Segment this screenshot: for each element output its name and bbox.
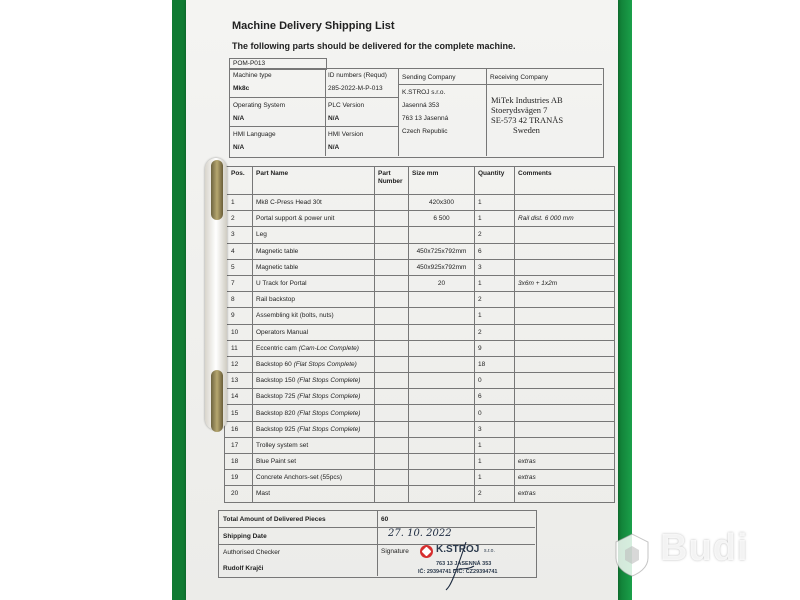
row-comment <box>515 308 615 324</box>
row-part-number <box>375 437 409 453</box>
doc-code: POM-P013 <box>233 60 266 67</box>
row-part-name-text: Rail backstop <box>256 296 296 304</box>
row-part-number <box>375 373 409 389</box>
total-label: Total Amount of Delivered Pieces <box>223 516 326 523</box>
row-part-name-text: Magnetic table <box>256 247 299 255</box>
row-quantity: 1 <box>475 308 515 324</box>
row-quantity: 1 <box>475 437 515 453</box>
row-pos: 2 <box>225 211 253 227</box>
row-part-name-text: Backstop 925 <box>256 425 298 433</box>
row-part-number <box>375 389 409 405</box>
receiving-company-label: Receiving Company <box>490 74 549 81</box>
hmi-language-value: N/A <box>233 144 245 151</box>
row-part-number <box>375 340 409 356</box>
row-pos: 7 <box>225 275 253 291</box>
table-row <box>225 470 615 486</box>
row-size <box>409 356 475 372</box>
row-quantity: 0 <box>475 405 515 421</box>
row-comment <box>515 373 615 389</box>
document-title: Machine Delivery Shipping List <box>232 20 395 32</box>
row-part-name-note: (Flat Stops Complete) <box>297 377 361 385</box>
table-row <box>225 405 615 421</box>
row-quantity: 3 <box>475 259 515 275</box>
binder-prong-bottom <box>211 370 223 432</box>
stamp-suffix: s.r.o. <box>484 548 495 554</box>
row-quantity: 1 <box>475 470 515 486</box>
row-pos: 13 <box>225 373 253 389</box>
sending-line: 763 13 Jasenná <box>402 115 449 122</box>
total-value: 60 <box>381 516 389 523</box>
table-row <box>225 437 615 453</box>
row-part-name <box>253 275 375 291</box>
row-size <box>409 324 475 340</box>
row-part-name <box>253 454 375 470</box>
header-part-number <box>375 167 409 195</box>
os-label: Operating System <box>233 102 286 109</box>
table-row <box>225 389 615 405</box>
receiving-line: Sweden <box>513 125 540 135</box>
row-pos: 14 <box>225 389 253 405</box>
row-part-name <box>253 373 375 389</box>
row-part-name <box>253 292 375 308</box>
table-row <box>225 211 615 227</box>
row-comment: extras <box>515 470 615 486</box>
row-comment: extras <box>515 454 615 470</box>
row-part-name-text: U Track for Portal <box>256 280 307 288</box>
plc-value: N/A <box>328 115 340 122</box>
sending-line: K.STROJ s.r.o. <box>402 89 446 96</box>
row-size: 20 <box>409 275 475 291</box>
row-part-name <box>253 470 375 486</box>
checker-name: Rudolf Krajči <box>223 565 264 572</box>
row-part-number <box>375 356 409 372</box>
row-part-name-text: Eccentric cam <box>256 344 299 352</box>
row-pos: 9 <box>225 308 253 324</box>
row-quantity: 2 <box>475 324 515 340</box>
row-part-name-text: Operators Manual <box>256 328 309 336</box>
row-quantity: 18 <box>475 356 515 372</box>
row-part-name <box>253 308 375 324</box>
shipping-date-label: Shipping Date <box>223 533 267 540</box>
kstroj-logo-icon <box>420 545 433 558</box>
table-row <box>225 486 615 502</box>
sending-company-label: Sending Company <box>402 74 456 81</box>
row-comment <box>515 195 615 211</box>
row-part-name-note: (Cam-Loc Complete) <box>298 344 359 352</box>
row-part-name-text: Leg <box>256 231 267 239</box>
row-part-name-text: Backstop 725 <box>256 393 298 401</box>
row-comment: extras <box>515 486 615 502</box>
row-part-number <box>375 454 409 470</box>
table-row <box>225 195 615 211</box>
row-size <box>409 227 475 243</box>
header-part-name: Part Name <box>253 167 375 195</box>
row-part-name <box>253 389 375 405</box>
row-pos: 8 <box>225 292 253 308</box>
row-pos: 4 <box>225 243 253 259</box>
row-part-number <box>375 243 409 259</box>
row-part-name <box>253 211 375 227</box>
row-size <box>409 454 475 470</box>
row-part-name <box>253 486 375 502</box>
stamp-brand: K.STROJ <box>436 544 480 555</box>
row-part-name-note: (Flat Stops Complete) <box>297 409 361 417</box>
table-row <box>225 227 615 243</box>
row-part-number <box>375 259 409 275</box>
row-quantity: 9 <box>475 340 515 356</box>
row-size <box>409 292 475 308</box>
row-part-number <box>375 324 409 340</box>
row-part-name-note: (Flat Stops Complete) <box>293 360 357 368</box>
row-quantity: 2 <box>475 227 515 243</box>
header-part-number-l1: Part <box>378 170 391 177</box>
row-size: 450x725x792mm <box>409 243 475 259</box>
table-row <box>225 324 615 340</box>
row-part-name-text: Magnetic table <box>256 263 299 271</box>
header-part-number-l2: Number <box>378 178 403 185</box>
header-comments: Comments <box>515 167 615 195</box>
row-part-name <box>253 340 375 356</box>
row-part-name-text: Portal support & power unit <box>256 215 335 223</box>
row-part-name-text: Concrete Anchors-set (55pcs) <box>256 474 342 482</box>
plc-label: PLC Version <box>328 102 365 109</box>
table-row <box>225 308 615 324</box>
row-part-name-note: (Flat Stops Complete) <box>297 393 361 401</box>
row-part-name-text: Mast <box>256 490 271 498</box>
row-part-name <box>253 324 375 340</box>
row-quantity: 3 <box>475 421 515 437</box>
hmi-language-label: HMI Language <box>233 131 276 138</box>
row-part-name-text: Trolley system set <box>256 441 309 449</box>
row-part-name-text: Backstop 60 <box>256 360 294 368</box>
row-size <box>409 486 475 502</box>
authorised-checker-label: Authorised Checker <box>223 549 281 556</box>
row-pos: 3 <box>225 227 253 243</box>
row-part-number <box>375 486 409 502</box>
header-pos: Pos. <box>225 167 253 195</box>
receiving-line: Stoerydsvägen 7 <box>491 105 548 115</box>
row-part-number <box>375 211 409 227</box>
row-pos: 16 <box>225 421 253 437</box>
machine-type-value: Mk8c <box>233 85 250 92</box>
hmi-version-label: HMI Version <box>328 131 364 138</box>
sending-line: Czech Republic <box>402 128 448 135</box>
signature-label: Signature <box>381 548 409 555</box>
header-quantity: Quantity <box>475 167 515 195</box>
row-part-name <box>253 227 375 243</box>
row-size: 450x925x792mm <box>409 259 475 275</box>
row-comment <box>515 437 615 453</box>
row-part-name <box>253 195 375 211</box>
row-part-number <box>375 470 409 486</box>
row-part-number <box>375 275 409 291</box>
row-part-name <box>253 437 375 453</box>
os-value: N/A <box>233 115 245 122</box>
row-pos: 18 <box>225 454 253 470</box>
row-comment <box>515 356 615 372</box>
row-comment <box>515 421 615 437</box>
table-row <box>225 259 615 275</box>
row-size <box>409 470 475 486</box>
table-row <box>225 421 615 437</box>
row-pos: 20 <box>225 486 253 502</box>
row-pos: 19 <box>225 470 253 486</box>
row-part-name-text: Assembling kit (bolts, nuts) <box>256 312 334 320</box>
row-comment <box>515 405 615 421</box>
row-part-number <box>375 308 409 324</box>
id-value: 285-2022-M-P-013 <box>328 85 383 92</box>
row-size <box>409 421 475 437</box>
document-subtitle: The following parts should be delivered for the complete machine. <box>232 41 516 51</box>
row-comment <box>515 259 615 275</box>
parts-table <box>224 166 615 503</box>
row-part-name-text: Backstop 820 <box>256 409 298 417</box>
row-size <box>409 389 475 405</box>
table-row <box>225 454 615 470</box>
parts-header-row <box>225 167 615 195</box>
row-part-number <box>375 405 409 421</box>
row-quantity: 1 <box>475 211 515 227</box>
row-size <box>409 373 475 389</box>
row-comment <box>515 292 615 308</box>
row-pos: 17 <box>225 437 253 453</box>
row-part-name <box>253 421 375 437</box>
binder-prong-top <box>211 160 223 220</box>
row-part-name <box>253 259 375 275</box>
receiving-line: SE-573 42 TRANÅS <box>491 115 564 125</box>
row-comment <box>515 340 615 356</box>
row-pos: 12 <box>225 356 253 372</box>
row-size <box>409 405 475 421</box>
row-part-name-text: Mk8 C-Press Head 30t <box>256 199 322 207</box>
row-size: 420x300 <box>409 195 475 211</box>
shipping-date-value: 27. 10. 2022 <box>388 528 452 539</box>
row-size: 6 500 <box>409 211 475 227</box>
table-row <box>225 340 615 356</box>
table-row <box>225 275 615 291</box>
row-part-name <box>253 405 375 421</box>
header-size: Size mm <box>409 167 475 195</box>
hmi-version-value: N/A <box>328 144 340 151</box>
row-part-number <box>375 292 409 308</box>
row-part-name-text: Blue Paint set <box>256 458 297 466</box>
row-part-number <box>375 195 409 211</box>
machine-type-label: Machine type <box>233 72 272 79</box>
row-part-name-text: Backstop 150 <box>256 377 298 385</box>
table-row <box>225 292 615 308</box>
row-pos: 1 <box>225 195 253 211</box>
row-quantity: 6 <box>475 243 515 259</box>
row-part-number <box>375 421 409 437</box>
row-quantity: 0 <box>475 373 515 389</box>
row-part-number <box>375 227 409 243</box>
stamp-line-1: 763 13 JASENNÁ 353 <box>436 561 492 567</box>
row-comment: Rail dist. 6 000 mm <box>515 211 615 227</box>
info-grid <box>229 68 604 158</box>
row-pos: 5 <box>225 259 253 275</box>
row-pos: 15 <box>225 405 253 421</box>
row-pos: 11 <box>225 340 253 356</box>
table-row <box>225 243 615 259</box>
row-comment <box>515 243 615 259</box>
stamp-line-2: IČ: 29394741 DIČ: CZ29394741 <box>418 569 498 575</box>
row-comment: 3x6m + 1x2m <box>515 275 615 291</box>
id-label: ID numbers (Requd) <box>328 72 387 79</box>
row-comment <box>515 227 615 243</box>
row-size <box>409 340 475 356</box>
row-part-name <box>253 243 375 259</box>
row-part-name-note: (Flat Stops Complete) <box>297 425 361 433</box>
row-comment <box>515 389 615 405</box>
receiving-line: MiTek Industries AB <box>491 95 563 105</box>
row-quantity: 6 <box>475 389 515 405</box>
row-quantity: 1 <box>475 195 515 211</box>
row-quantity: 1 <box>475 275 515 291</box>
row-pos: 10 <box>225 324 253 340</box>
table-row <box>225 373 615 389</box>
table-row <box>225 356 615 372</box>
row-quantity: 1 <box>475 454 515 470</box>
row-size <box>409 308 475 324</box>
row-size <box>409 437 475 453</box>
row-part-name <box>253 356 375 372</box>
sending-line: Jasenná 353 <box>402 102 440 109</box>
row-quantity: 2 <box>475 292 515 308</box>
row-quantity: 2 <box>475 486 515 502</box>
watermark-text: Budi <box>660 527 749 569</box>
handwritten-signature <box>440 540 480 592</box>
row-comment <box>515 324 615 340</box>
